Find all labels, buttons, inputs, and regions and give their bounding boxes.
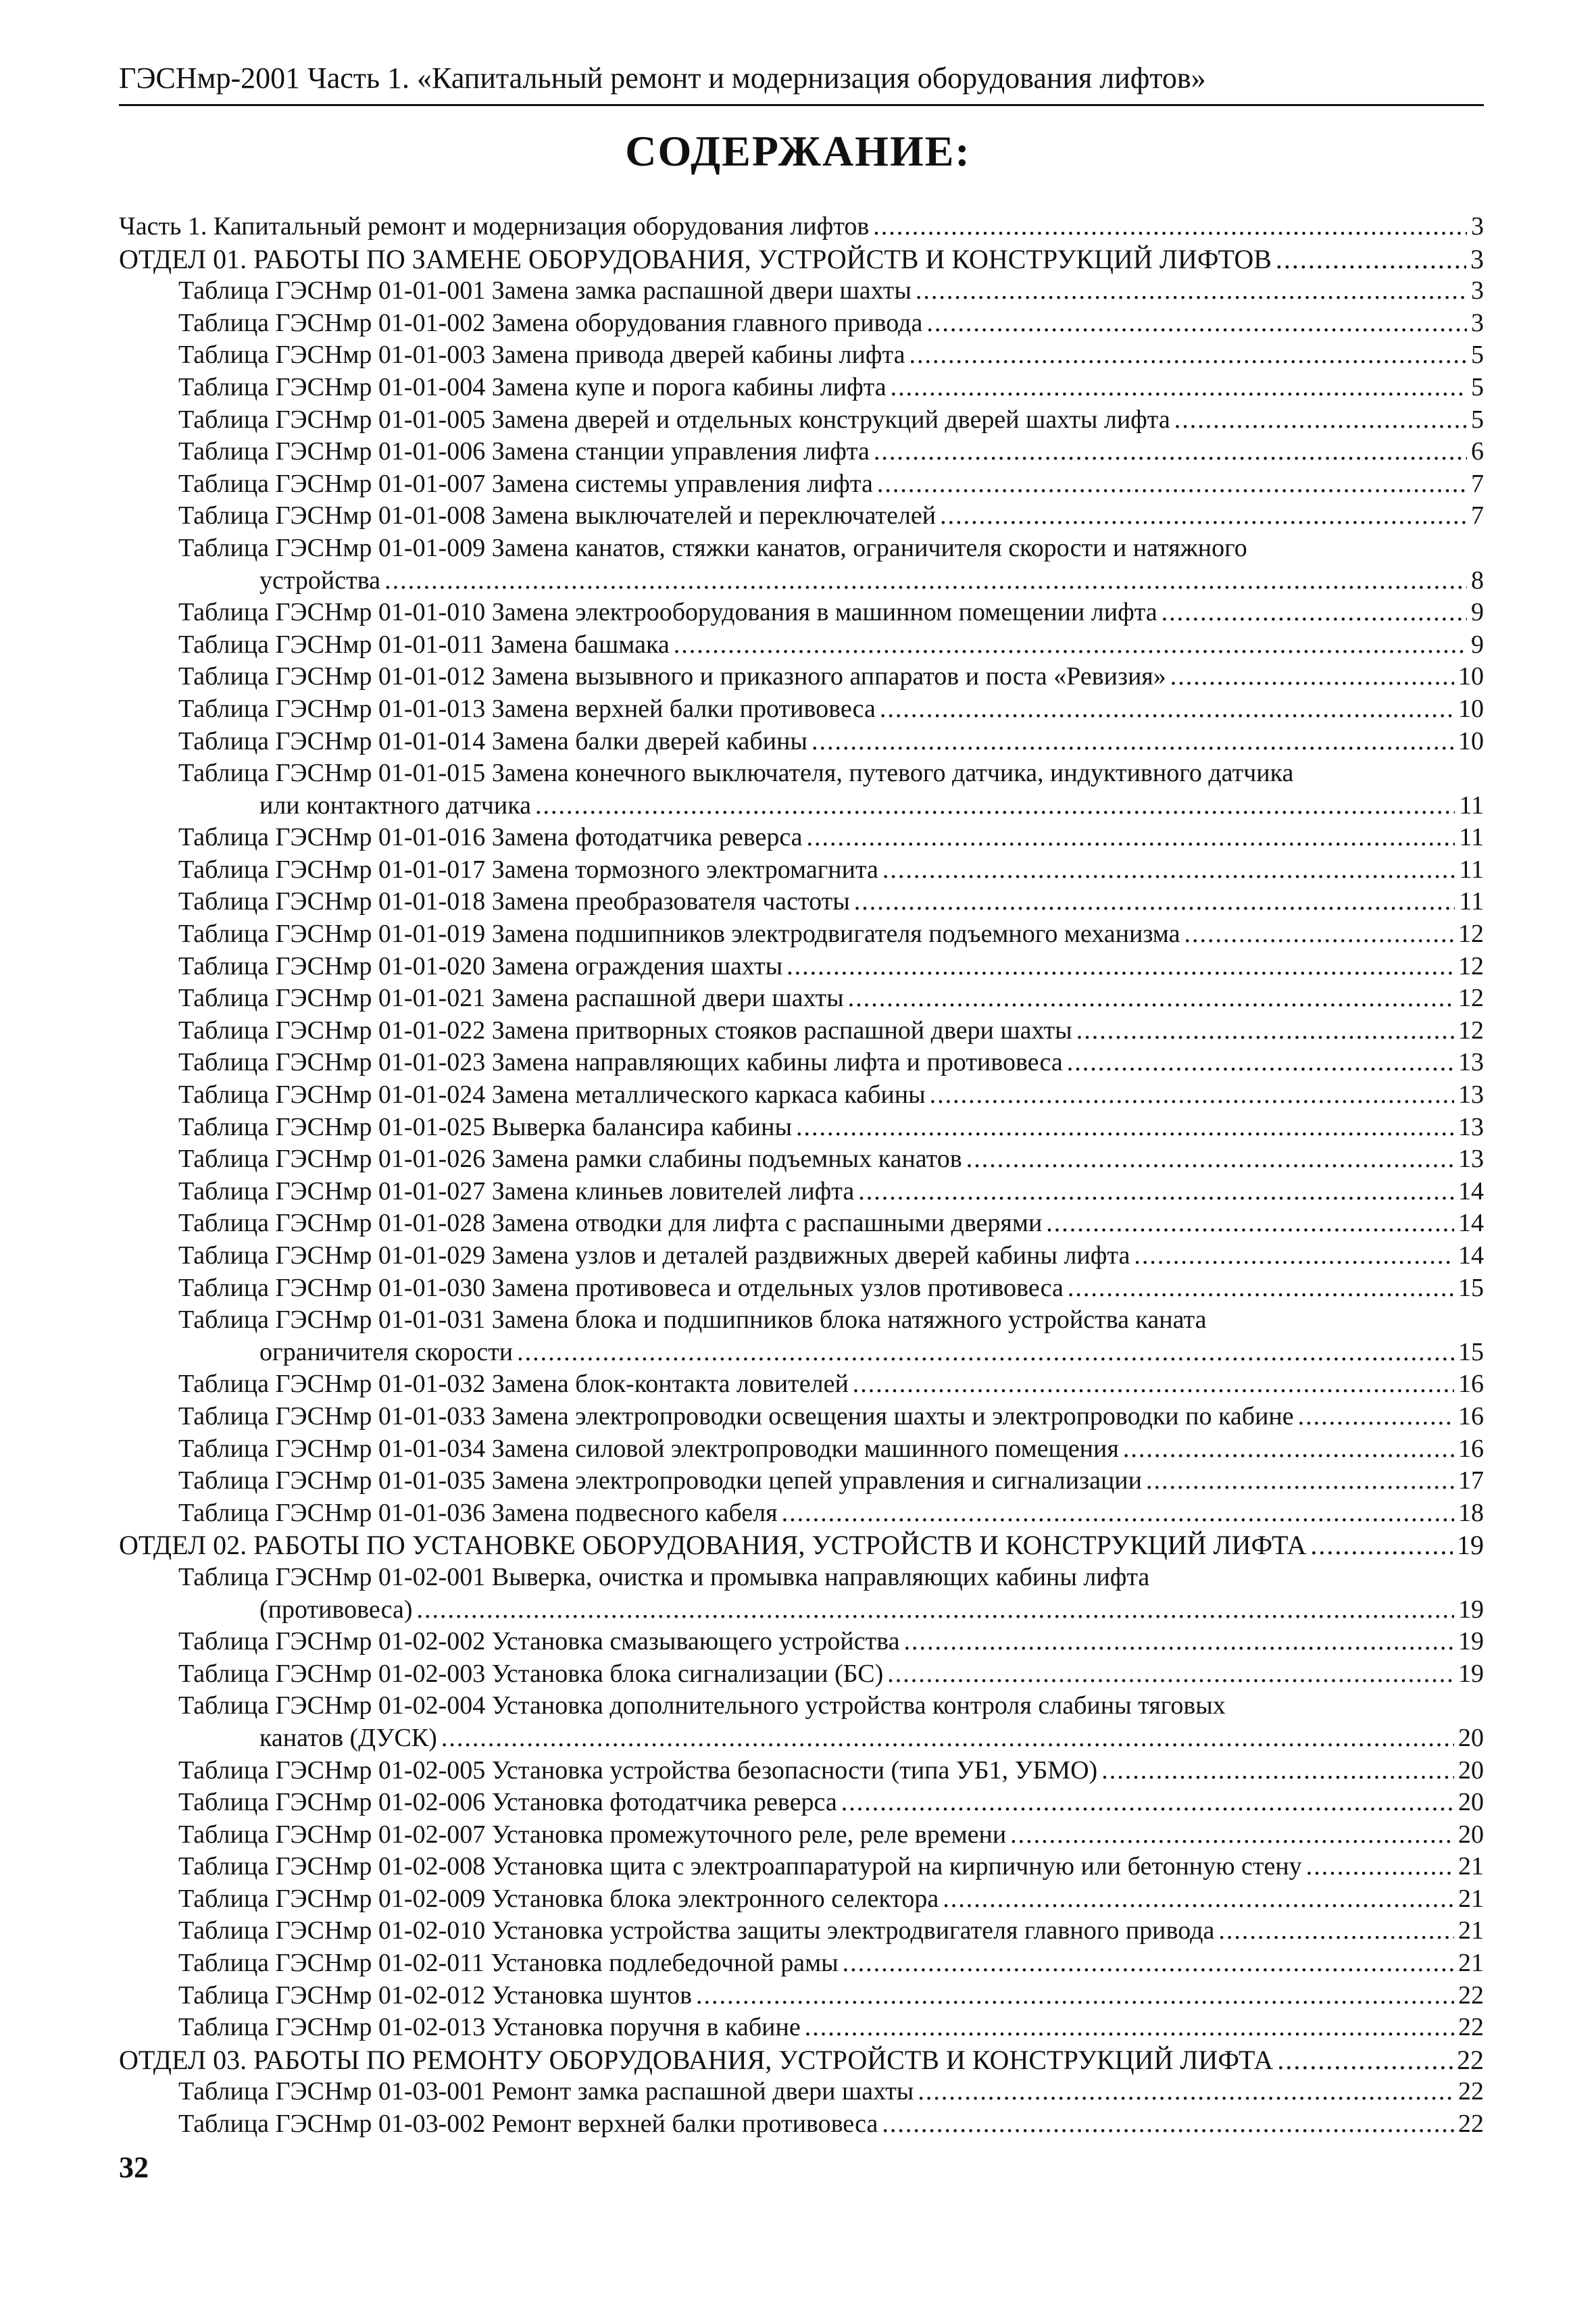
toc-page-number: 3 [1470,243,1484,274]
dot-leader [674,629,1467,662]
toc-table-entry[interactable] [119,339,1484,372]
toc-entry-text: Таблица ГЭСНмр 01-01-030 Замена противовеса и отдельных узлов противовеса [178,1273,1064,1302]
toc-entry-continuation: устройства [259,566,381,595]
dot-leader [805,2012,1454,2044]
dot-leader [880,693,1454,726]
toc-entry-text: Таблица ГЭСНмр 01-02-003 Установка блока сигнализации (БС) [178,1659,884,1688]
dot-leader [1101,1755,1454,1787]
toc-page-number: 22 [1458,2077,1484,2106]
dot-leader [782,1497,1454,1530]
toc-entry-text: Таблица ГЭСНмр 01-01-017 Замена тормозного электромагнита [178,855,878,884]
dot-leader [891,372,1467,404]
toc-page-number: 12 [1458,1016,1484,1045]
toc-table-entry[interactable] [119,1112,1484,1144]
dot-leader [807,822,1455,854]
toc-entry-text: Таблица ГЭСНмр 01-02-002 Установка смазывающего устройства [178,1627,900,1656]
dot-leader [1010,1819,1454,1851]
dot-leader [696,1980,1454,2012]
toc-entry-text: Таблица ГЭСНмр 01-01-028 Замена отводки для лифта с распашными дверями [178,1209,1043,1238]
toc-page-number: 9 [1471,630,1484,659]
dot-leader [874,436,1467,468]
toc-entry-text: Таблица ГЭСНмр 01-02-012 Установка шунтов [178,1981,693,2010]
toc-table-entry[interactable] [119,1047,1484,1079]
toc-page-number: 10 [1458,726,1484,755]
toc-entry-text: Таблица ГЭСНмр 01-02-013 Установка поручня в кабине [178,2013,801,2042]
toc-table-entry[interactable] [119,2012,1484,2044]
toc-table-entry[interactable] [119,1658,1484,1691]
dot-leader [1134,1240,1454,1272]
toc-table-entry[interactable] [119,1272,1484,1305]
dot-leader [1162,597,1467,629]
toc-entry-text: Таблица ГЭСНмр 01-01-023 Замена направляющих кабины лифта и противовеса [178,1048,1063,1077]
toc-page-number: 12 [1458,951,1484,980]
toc-page-number: 11 [1459,887,1484,916]
toc-entry-text: Таблица ГЭСНмр 01-01-036 Замена подвесного кабеля [178,1498,778,1527]
toc-entry-text: Таблица ГЭСНмр 01-01-029 Замена узлов и деталей раздвижных дверей кабины лифта [178,1241,1130,1270]
toc-table-entry[interactable] [119,1240,1484,1272]
toc-entry-text: Таблица ГЭСНмр 01-01-025 Выверка балансира кабины [178,1112,792,1141]
toc-table-entry[interactable] [119,436,1484,468]
toc-page-number: 10 [1458,662,1484,691]
dot-leader [918,2076,1454,2108]
toc-page-number: 21 [1458,1916,1484,1945]
toc-table-entry[interactable] [119,629,1484,662]
toc-table-entry[interactable] [119,1980,1484,2012]
toc-entry-text: Таблица ГЭСНмр 01-01-013 Замена верхней балки противовеса [178,694,876,723]
toc-table-entry[interactable] [119,2108,1484,2141]
toc-page-number: 3 [1471,308,1484,337]
toc-entry-text: ОТДЕЛ 02. РАБОТЫ ПО УСТАНОВКЕ ОБОРУДОВАНИЯ, УСТРОЙСТВ И КОНСТРУКЦИЙ ЛИФТА [119,1530,1307,1561]
toc-page-number: 15 [1458,1337,1484,1366]
toc-page-number: 16 [1458,1434,1484,1463]
toc-entry-text: Таблица ГЭСНмр 01-02-004 Установка дополнительного устройства контроля слабины тяговых [178,1691,1226,1720]
dot-leader [853,1368,1454,1401]
toc-entry-text: Таблица ГЭСНмр 01-01-008 Замена выключателей и переключателей [178,501,937,530]
toc-page-number: 21 [1458,1949,1484,1978]
toc-table-entry[interactable] [119,1883,1484,1916]
toc-section-entry[interactable] [119,243,1484,276]
toc-table-entry[interactable] [119,1851,1484,1883]
toc-entry-text: Таблица ГЭСНмр 01-01-019 Замена подшипников электродвигателя подъемного механизма [178,920,1180,949]
toc-page-number: 3 [1471,276,1484,305]
toc-page-number: 13 [1458,1048,1484,1077]
toc-entry-text: Таблица ГЭСНмр 01-01-031 Замена блока и подшипников блока натяжного устройства каната [178,1305,1207,1335]
toc-table-entry[interactable] [119,1401,1484,1433]
dot-leader [1146,1465,1454,1497]
toc-table-entry[interactable] [119,1787,1484,1819]
toc-entry-text: Таблица ГЭСНмр 01-01-004 Замена купе и порога кабины лифта [178,372,887,401]
dot-leader [943,1883,1454,1916]
toc-entry-text: Таблица ГЭСНмр 01-02-007 Установка промежуточного реле, реле времени [178,1820,1007,1849]
toc-page-number: 19 [1458,1659,1484,1688]
toc-entry-text: Таблица ГЭСНмр 01-01-026 Замена рамки слабины подъемных канатов [178,1145,962,1174]
dot-leader [441,1722,1454,1755]
toc-table-entry[interactable] [119,1015,1484,1047]
page-title: СОДЕРЖАНИЕ: [625,127,971,175]
toc-page-number: 13 [1458,1080,1484,1110]
toc-table-entry[interactable] [119,886,1484,918]
toc-page-number: 11 [1459,791,1484,820]
toc-page-number: 14 [1458,1176,1484,1205]
dot-leader [909,339,1467,372]
dot-leader [966,1143,1454,1176]
toc-page-number: 17 [1458,1466,1484,1495]
toc-table-entry[interactable] [119,1947,1484,1980]
toc-entry-text: Таблица ГЭСНмр 01-02-005 Установка устройства безопасности (типа УБ1, УБМО) [178,1756,1098,1785]
toc-entry-text: Таблица ГЭСНмр 01-03-001 Ремонт замка распашной двери шахты [178,2077,914,2106]
toc-page-number: 22 [1458,2013,1484,2042]
dot-leader [843,1947,1454,1980]
toc-entry-text: ОТДЕЛ 03. РАБОТЫ ПО РЕМОНТУ ОБОРУДОВАНИЯ, УСТРОЙСТВ И КОНСТРУКЦИЙ ЛИФТА [119,2044,1274,2075]
dot-leader [1276,243,1466,276]
toc-table-entry[interactable] [119,1143,1484,1176]
dot-leader [787,951,1454,983]
toc-table-entry[interactable] [119,1626,1484,1658]
dot-leader [854,886,1455,918]
toc-page-number: 20 [1458,1723,1484,1752]
running-header: ГЭСНмр-2001 Часть 1. «Капитальный ремонт и модернизация оборудования лифтов» [119,61,1206,95]
toc-table-entry[interactable] [119,468,1484,501]
toc-page-number: 20 [1458,1756,1484,1785]
toc-entry-text: Часть 1. Капитальный ремонт и модернизация оборудования лифтов [119,212,870,241]
dot-leader [1298,1401,1454,1433]
toc-entry-text: ОТДЕЛ 01. РАБОТЫ ПО ЗАМЕНЕ ОБОРУДОВАНИЯ, УСТРОЙСТВ И КОНСТРУКЦИЙ ЛИФТОВ [119,243,1272,274]
dot-leader [1277,2044,1453,2076]
toc-entry-text: Таблица ГЭСНмр 01-02-008 Установка щита с электроаппаратурой на кирпичную или бетонную стену [178,1852,1302,1881]
toc-table-entry[interactable] [119,1755,1484,1787]
toc-entry-text: Таблица ГЭСНмр 01-01-012 Замена вызывного и приказного аппаратов и поста «Ревизия» [178,662,1166,691]
toc-table-entry[interactable] [119,1819,1484,1851]
toc-table-entry[interactable] [119,500,1484,532]
page-number: 32 [119,2151,149,2184]
toc-entry-text: Таблица ГЭСНмр 01-02-010 Установка устройства защиты электродвигателя главного привода [178,1916,1215,1945]
toc-entry-text: Таблица ГЭСНмр 01-01-006 Замена станции управления лифта [178,437,870,466]
toc-table-entry[interactable] [119,1304,1484,1368]
toc-section-entry[interactable] [119,1529,1484,1562]
toc-page-number: 21 [1458,1852,1484,1881]
toc-page-number: 19 [1457,1530,1484,1561]
toc-entry-text: Таблица ГЭСНмр 01-01-022 Замена притворных стояков распашной двери шахты [178,1016,1072,1045]
dot-leader [1218,1915,1454,1947]
toc-page-number: 22 [1458,1981,1484,2010]
toc-table-entry[interactable] [119,693,1484,726]
toc-entry-text: Таблица ГЭСНмр 01-01-027 Замена клиньев ловителей лифта [178,1176,855,1205]
dot-leader [882,2108,1454,2141]
toc-page-number: 21 [1458,1884,1484,1913]
toc-section-entry[interactable] [119,2044,1484,2076]
toc-entry-text: Таблица ГЭСНмр 01-01-014 Замена балки дверей кабины [178,726,807,755]
toc-page-number: 10 [1458,694,1484,723]
toc-page-number: 13 [1458,1145,1484,1174]
dot-leader [1306,1851,1454,1883]
toc-page-number: 15 [1458,1273,1484,1302]
toc-page-number: 6 [1471,437,1484,466]
toc-entry-text: Таблица ГЭСНмр 01-01-005 Замена дверей и отдельных конструкций дверей шахты лифта [178,405,1170,434]
toc-entry-text: Таблица ГЭСНмр 01-01-018 Замена преобразователя частоты [178,887,850,916]
toc-table-entry[interactable] [119,1208,1484,1240]
toc-entry-text: Таблица ГЭСНмр 01-01-016 Замена фотодатчика реверса [178,823,803,852]
toc-page-number: 12 [1458,920,1484,949]
toc-entry-text: Таблица ГЭСНмр 01-01-015 Замена конечного выключателя, путевого датчика, индуктивного датчика [178,759,1294,788]
toc-table-entry[interactable] [119,1368,1484,1401]
toc-entry-text: Таблица ГЭСНмр 01-01-034 Замена силовой электропроводки машинного помещения [178,1434,1119,1463]
toc-page-number: 19 [1458,1595,1484,1624]
dot-leader [517,1337,1454,1369]
toc-page-number: 20 [1458,1820,1484,1849]
toc-page-number: 22 [1457,2044,1484,2075]
toc-page-number: 8 [1471,566,1484,595]
dot-leader [882,854,1455,887]
dot-leader [841,1787,1454,1819]
toc-page-number: 14 [1458,1241,1484,1270]
toc-page-number: 9 [1471,598,1484,627]
toc-table-entry[interactable] [119,1176,1484,1208]
toc-entry-text: Таблица ГЭСНмр 01-01-033 Замена электропроводки освещения шахты и электропроводки по кабине [178,1401,1294,1430]
dot-leader [940,500,1467,532]
toc-page-number: 14 [1458,1209,1484,1238]
toc-entry-text: Таблица ГЭСНмр 01-01-020 Замена ограждения шахты [178,951,783,980]
toc-table-entry[interactable] [119,1562,1484,1626]
toc-page-number: 22 [1458,2110,1484,2139]
dot-leader [1170,661,1454,693]
toc-entry-text: Таблица ГЭСНмр 01-01-010 Замена электрооборудования в машинном помещении лифта [178,598,1157,627]
toc-page-number: 16 [1458,1370,1484,1399]
dot-leader [848,982,1454,1015]
toc-table-entry[interactable] [119,532,1484,597]
toc-table-entry[interactable] [119,1465,1484,1497]
dot-leader [812,726,1454,758]
toc-page-number: 12 [1458,984,1484,1013]
toc-table-entry[interactable] [119,757,1484,822]
dot-leader [384,565,1467,597]
dot-leader [877,468,1467,501]
toc-table-entry[interactable] [119,1915,1484,1947]
toc-table-entry[interactable] [119,854,1484,887]
dot-leader [796,1112,1454,1144]
toc-table-entry[interactable] [119,404,1484,437]
toc-table-entry[interactable] [119,1079,1484,1112]
dot-leader [1076,1015,1454,1047]
toc-page-number: 16 [1458,1401,1484,1430]
dot-leader [858,1176,1454,1208]
dot-leader [417,1594,1455,1626]
toc-table-entry[interactable] [119,275,1484,307]
header-rule [119,104,1484,106]
dot-leader [887,1658,1454,1691]
toc-table-entry[interactable] [119,372,1484,404]
dot-leader [1068,1272,1454,1305]
toc-table-entry[interactable] [119,1690,1484,1754]
toc-entry-continuation: ограничителя скорости [259,1337,514,1366]
dot-leader [1067,1047,1454,1079]
toc-entry-text: Таблица ГЭСНмр 01-01-002 Замена оборудования главного привода [178,308,923,337]
toc-table-entry[interactable] [119,822,1484,854]
toc-page-number: 11 [1459,823,1484,852]
toc-page-number: 7 [1471,469,1484,498]
toc-page-number: 3 [1471,212,1484,241]
dot-leader [926,307,1467,340]
dot-leader [1123,1433,1454,1466]
dot-leader [903,1626,1454,1658]
toc-table-entry[interactable] [119,597,1484,629]
toc-table-entry[interactable] [119,1433,1484,1466]
toc-entry-text: Таблица ГЭСНмр 01-01-024 Замена металлического каркаса кабины [178,1080,926,1110]
toc-entry-text: Таблица ГЭСНмр 01-01-011 Замена башмака [178,630,670,659]
toc-part-entry[interactable] [119,211,1484,243]
toc-entry-text: Таблица ГЭСНмр 01-01-032 Замена блок-контакта ловителей [178,1370,849,1399]
dot-leader [1174,404,1467,437]
dot-leader [930,1079,1454,1112]
toc-entry-text: Таблица ГЭСНмр 01-01-007 Замена системы управления лифта [178,469,873,498]
toc-table-entry[interactable] [119,1497,1484,1530]
toc-entry-text: Таблица ГЭСНмр 01-01-021 Замена распашной двери шахты [178,984,844,1013]
dot-leader [873,211,1467,243]
toc-entry-continuation: канатов (ДУСК) [259,1723,437,1752]
toc-page-number: 5 [1471,341,1484,370]
toc-page-number: 20 [1458,1788,1484,1817]
toc-page-number: 5 [1471,405,1484,434]
dot-leader [1046,1208,1454,1240]
toc-table-entry[interactable] [119,307,1484,340]
toc-entry-text: Таблица ГЭСНмр 01-02-006 Установка фотодатчика реверса [178,1788,837,1817]
toc-table-entry[interactable] [119,726,1484,758]
toc-entry-continuation: или контактного датчика [259,791,532,820]
toc-entry-text: Таблица ГЭСНмр 01-01-003 Замена привода дверей кабины лифта [178,341,905,370]
dot-leader [916,275,1467,307]
toc-page-number: 18 [1458,1498,1484,1527]
toc-table-entry[interactable] [119,982,1484,1015]
table-of-contents [119,211,1484,2141]
toc-page-number: 19 [1458,1627,1484,1656]
dot-leader [1184,918,1454,951]
toc-page-number: 7 [1471,501,1484,530]
toc-entry-text: Таблица ГЭСНмр 01-01-001 Замена замка распашной двери шахты [178,276,912,305]
toc-entry-text: Таблица ГЭСНмр 01-02-011 Установка подлебедочной рамы [178,1949,839,1978]
toc-entry-text: Таблица ГЭСНмр 01-02-001 Выверка, очистка и промывка направляющих кабины лифта [178,1562,1150,1591]
toc-page-number: 5 [1471,372,1484,401]
dot-leader [1310,1529,1453,1562]
toc-entry-text: Таблица ГЭСНмр 01-01-035 Замена электропроводки цепей управления и сигнализации [178,1466,1142,1495]
toc-entry-continuation: (противовеса) [259,1595,413,1624]
toc-entry-text: Таблица ГЭСНмр 01-03-002 Ремонт верхней балки противовеса [178,2110,878,2139]
toc-table-entry[interactable] [119,2076,1484,2108]
toc-table-entry[interactable] [119,918,1484,951]
toc-entry-text: Таблица ГЭСНмр 01-02-009 Установка блока электронного селектора [178,1884,939,1913]
dot-leader [535,790,1455,822]
toc-table-entry[interactable] [119,951,1484,983]
toc-entry-text: Таблица ГЭСНмр 01-01-009 Замена канатов, стяжки канатов, ограничителя скорости и натяжного [178,533,1247,562]
toc-table-entry[interactable] [119,661,1484,693]
toc-page-number: 11 [1459,855,1484,884]
toc-page-number: 13 [1458,1112,1484,1141]
